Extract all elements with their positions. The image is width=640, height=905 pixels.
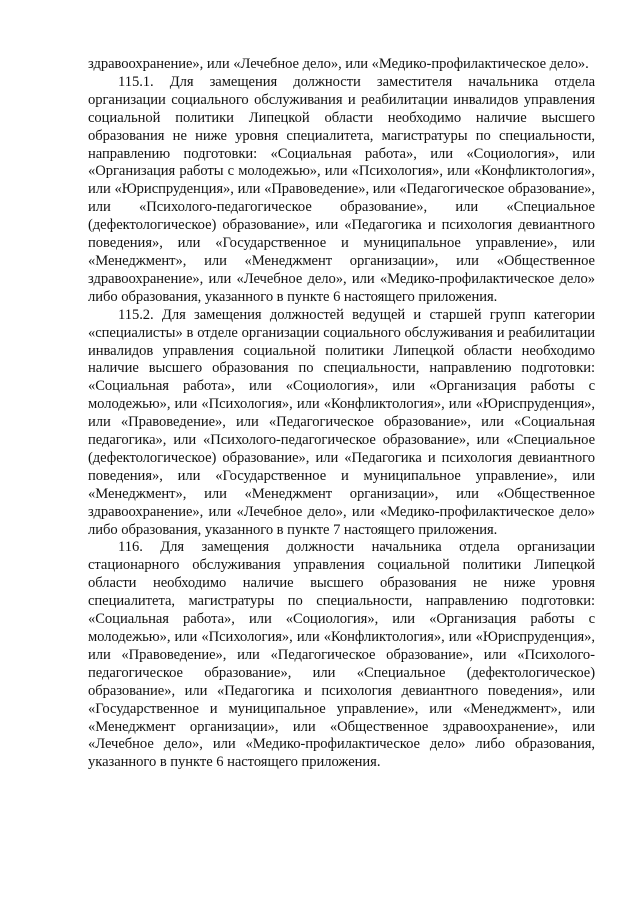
paragraph-116: 116. Для замещения должности начальника отдела организации стационарного обслуживания управления социальной политики Липецкой области необходимо наличие высшего образования не ниже уровня специалитета, магистратуры по специальности, направлению подготовки: «Социальная работа», или «Социология», или «Организация работы с молодежью», или «Психология», или «Конфликтология», или «Юриспруденция», или «Правоведение», или «Педагогическое образование», или «Психолого-педагогическое образование», или «Специальное (дефектологическое) образование», или «Педагогика и психология девиантного поведения», или «Государственное и муниципальное управление», или «Менеджмент», или «Менеджмент организации», или «Общественное здравоохранение», или «Лечебное дело», или «Медико-профилактическое дело» либо образования, указанного в пункте 6 настоящего приложения. bbox=[88, 539, 595, 771]
document-page bbox=[88, 56, 595, 772]
paragraph-115-1: 115.1. Для замещения должности заместителя начальника отдела организации социального обслуживания и реабилитации инвалидов управления социальной политики Липецкой области необходимо наличие высшего образования не ниже уровня специалитета, магистратуры по специальности, направлению подготовки: «Социальная работа», или «Социология», или «Организация работы с молодежью», или «Психология», или «Конфликтология», или «Юриспруденция», или «Правоведение», или «Педагогическое образование», или «Психолого-педагогическое образование», или «Специальное (дефектологическое) образование», или «Педагогика и психология девиантного поведения», или «Государственное и муниципальное управление», или «Менеджмент», или «Менеджмент организации», или «Общественное здравоохранение», или «Лечебное дело», или «Медико-профилактическое дело» либо образования, указанного в пункте 6 настоящего приложения. bbox=[88, 73, 595, 305]
paragraph-115-2: 115.2. Для замещения должностей ведущей и старшей групп категории «специалисты» в отделе организации социального обслуживания и реабилитации инвалидов управления социальной политики Липецкой области необходимо наличие высшего образования по специальности, направлению подготовки: «Социальная работа», или «Социология», или «Организация работы с молодежью», или «Психология», или «Конфликтология», или «Юриспруденция», или «Правоведение», или «Педагогическое образование», или «Социальная педагогика», или «Психолого-педагогическое образование», или «Специальное (дефектологическое) образование», или «Педагогика и психология девиантного поведения», или «Государственное и муниципальное управление», или «Менеджмент», или «Менеджмент организации», или «Общественное здравоохранение», или «Лечебное дело», или «Медико-профилактическое дело» либо образования, указанного в пункте 7 настоящего приложения. bbox=[88, 306, 595, 538]
paragraph-continuation: здравоохранение», или «Лечебное дело», или «Медико-профилактическое дело». bbox=[88, 56, 589, 72]
